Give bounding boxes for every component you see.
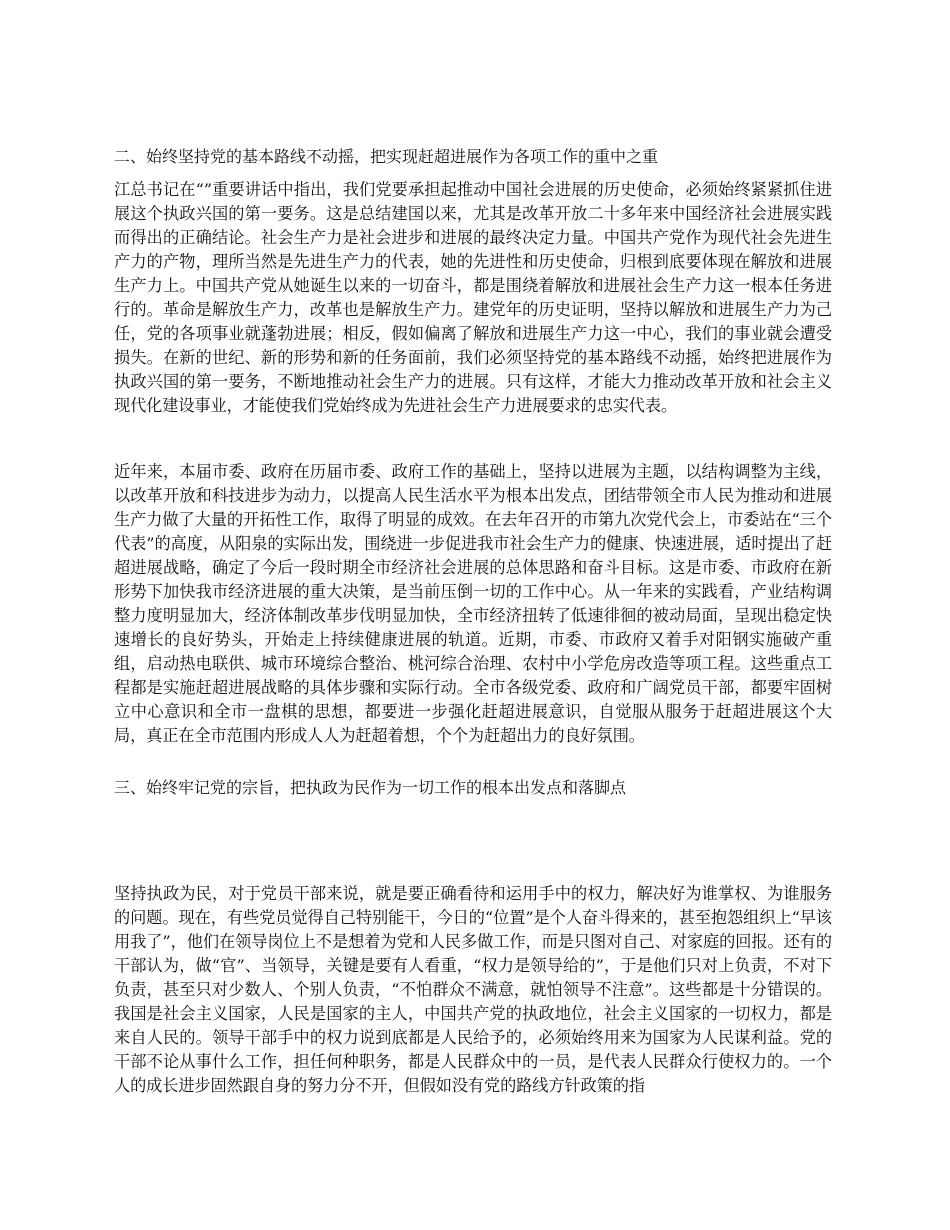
section-three-heading: 三、始终牢记党的宗旨，把执政为民作为一切工作的根本出发点和落脚点: [114, 778, 627, 797]
paragraph-2: 近年来，本届市委、政府在历届市委、政府工作的基础上，坚持以进展为主题，以结构调整为主线，以改革开放和科技进步为动力，以提高人民生活水平为根本出发点，团结带领全市人民为推动和进展生产力做了大量的开拓性工作，取得了明显的成效。在去年召开的市第九次党代会上，市委站在“三个代表”的高度，从阳泉的实际出发，围绕进一步促进我市社会生产力的健康、快速进展，适时提出了赶超进展战略，确定了今后一段时期全市经济社会进展的总体思路和奋斗目标。这是市委、市政府在新形势下加快我市经济进展的重大决策，是当前压倒一切的工作中心。从一年来的实践看，产业结构调整力度明显加大，经济体制改革步伐明显加快，全市经济扭转了低速徘徊的被动局面，呈现出稳定快速增长的良好势头，开始走上持续健康进展的轨道。近期，市委、市政府又着手对阳钢实施破产重组，启动热电联供、城市环境综合整治、桃河综合治理、农村中小学危房改造等项工程。这些重点工程都是实施赶超进展战略的具体步骤和实际行动。全市各级党委、政府和广阔党员干部，都要牢固树立中心意识和全市一盘棋的思想，都要进一步强化赶超进展意识，自觉服从服务于赶超进展这个大局，真正在全市范围内形成人人为赶超着想，个个为赶超出力的良好氛围。: [114, 462, 832, 745]
paragraph-3: 坚持执政为民，对于党员干部来说，就是要正确看待和运用手中的权力，解决好为谁掌权、为谁服务的问题。现在，有些党员觉得自己特别能干，今日的“位置”是个人奋斗得来的，甚至抱怨组织上“早该用我了”，他们在领导岗位上不是想着为党和人民多做工作，而是只图对自己、对家庭的回报。还有的干部认为，做“官”、当领导，关键是要有人看重，“权力是领导给的”，于是他们只对上负责，不对下负责，甚至只对少数人、个别人负责，“不怕群众不满意，就怕领导不注意”。这些都是十分错误的。我国是社会主义国家，人民是国家的主人，中国共产党的执政地位，社会主义国家的一切权力，都是来自人民的。领导干部手中的权力说到底都是人民给予的，必须始终用来为国家为人民谋利益。党的干部不论从事什么工作，担任何种职务，都是人民群众中的一员，是代表人民群众行使权力的。一个人的成长进步固然跟自身的努力分不开，但假如没有党的路线方针政策的指: [114, 884, 832, 1095]
paragraph-1: 江总书记在“”重要讲话中指出，我们党要承担起推动中国社会进展的历史使命，必须始终紧紧抓住进展这个执政兴国的第一要务。这是总结建国以来，尤其是改革开放二十多年来中国经济社会进展实践而得出的正确结论。社会生产力是社会进步和进展的最终决定力量。中国共产党作为现代社会先进生产力的产物，理所当然是先进生产力的代表，她的先进性和历史使命，归根到底要体现在解放和进展生产力上。中国共产党从她诞生以来的一切奋斗，都是围绕着解放和进展社会生产力这一根本任务进行的。革命是解放生产力，改革也是解放生产力。建党年的历史证明，坚持以解放和进展生产力为己任，党的各项事业就蓬勃进展；相反，假如偏离了解放和进展生产力这一中心，我们的事业就会遭受损失。在新的世纪、新的形势和新的任务面前，我们必须坚持党的基本路线不动摇，始终把进展作为执政兴国的第一要务，不断地推动社会生产力的进展。只有这样，才能大力推动改革开放和社会主义现代化建设事业，才能使我们党始终成为先进社会生产力进展要求的忠实代表。: [114, 180, 832, 415]
section-two-heading: 二、始终坚持党的基本路线不动摇，把实现赶超进展作为各项工作的重中之重: [114, 147, 659, 166]
